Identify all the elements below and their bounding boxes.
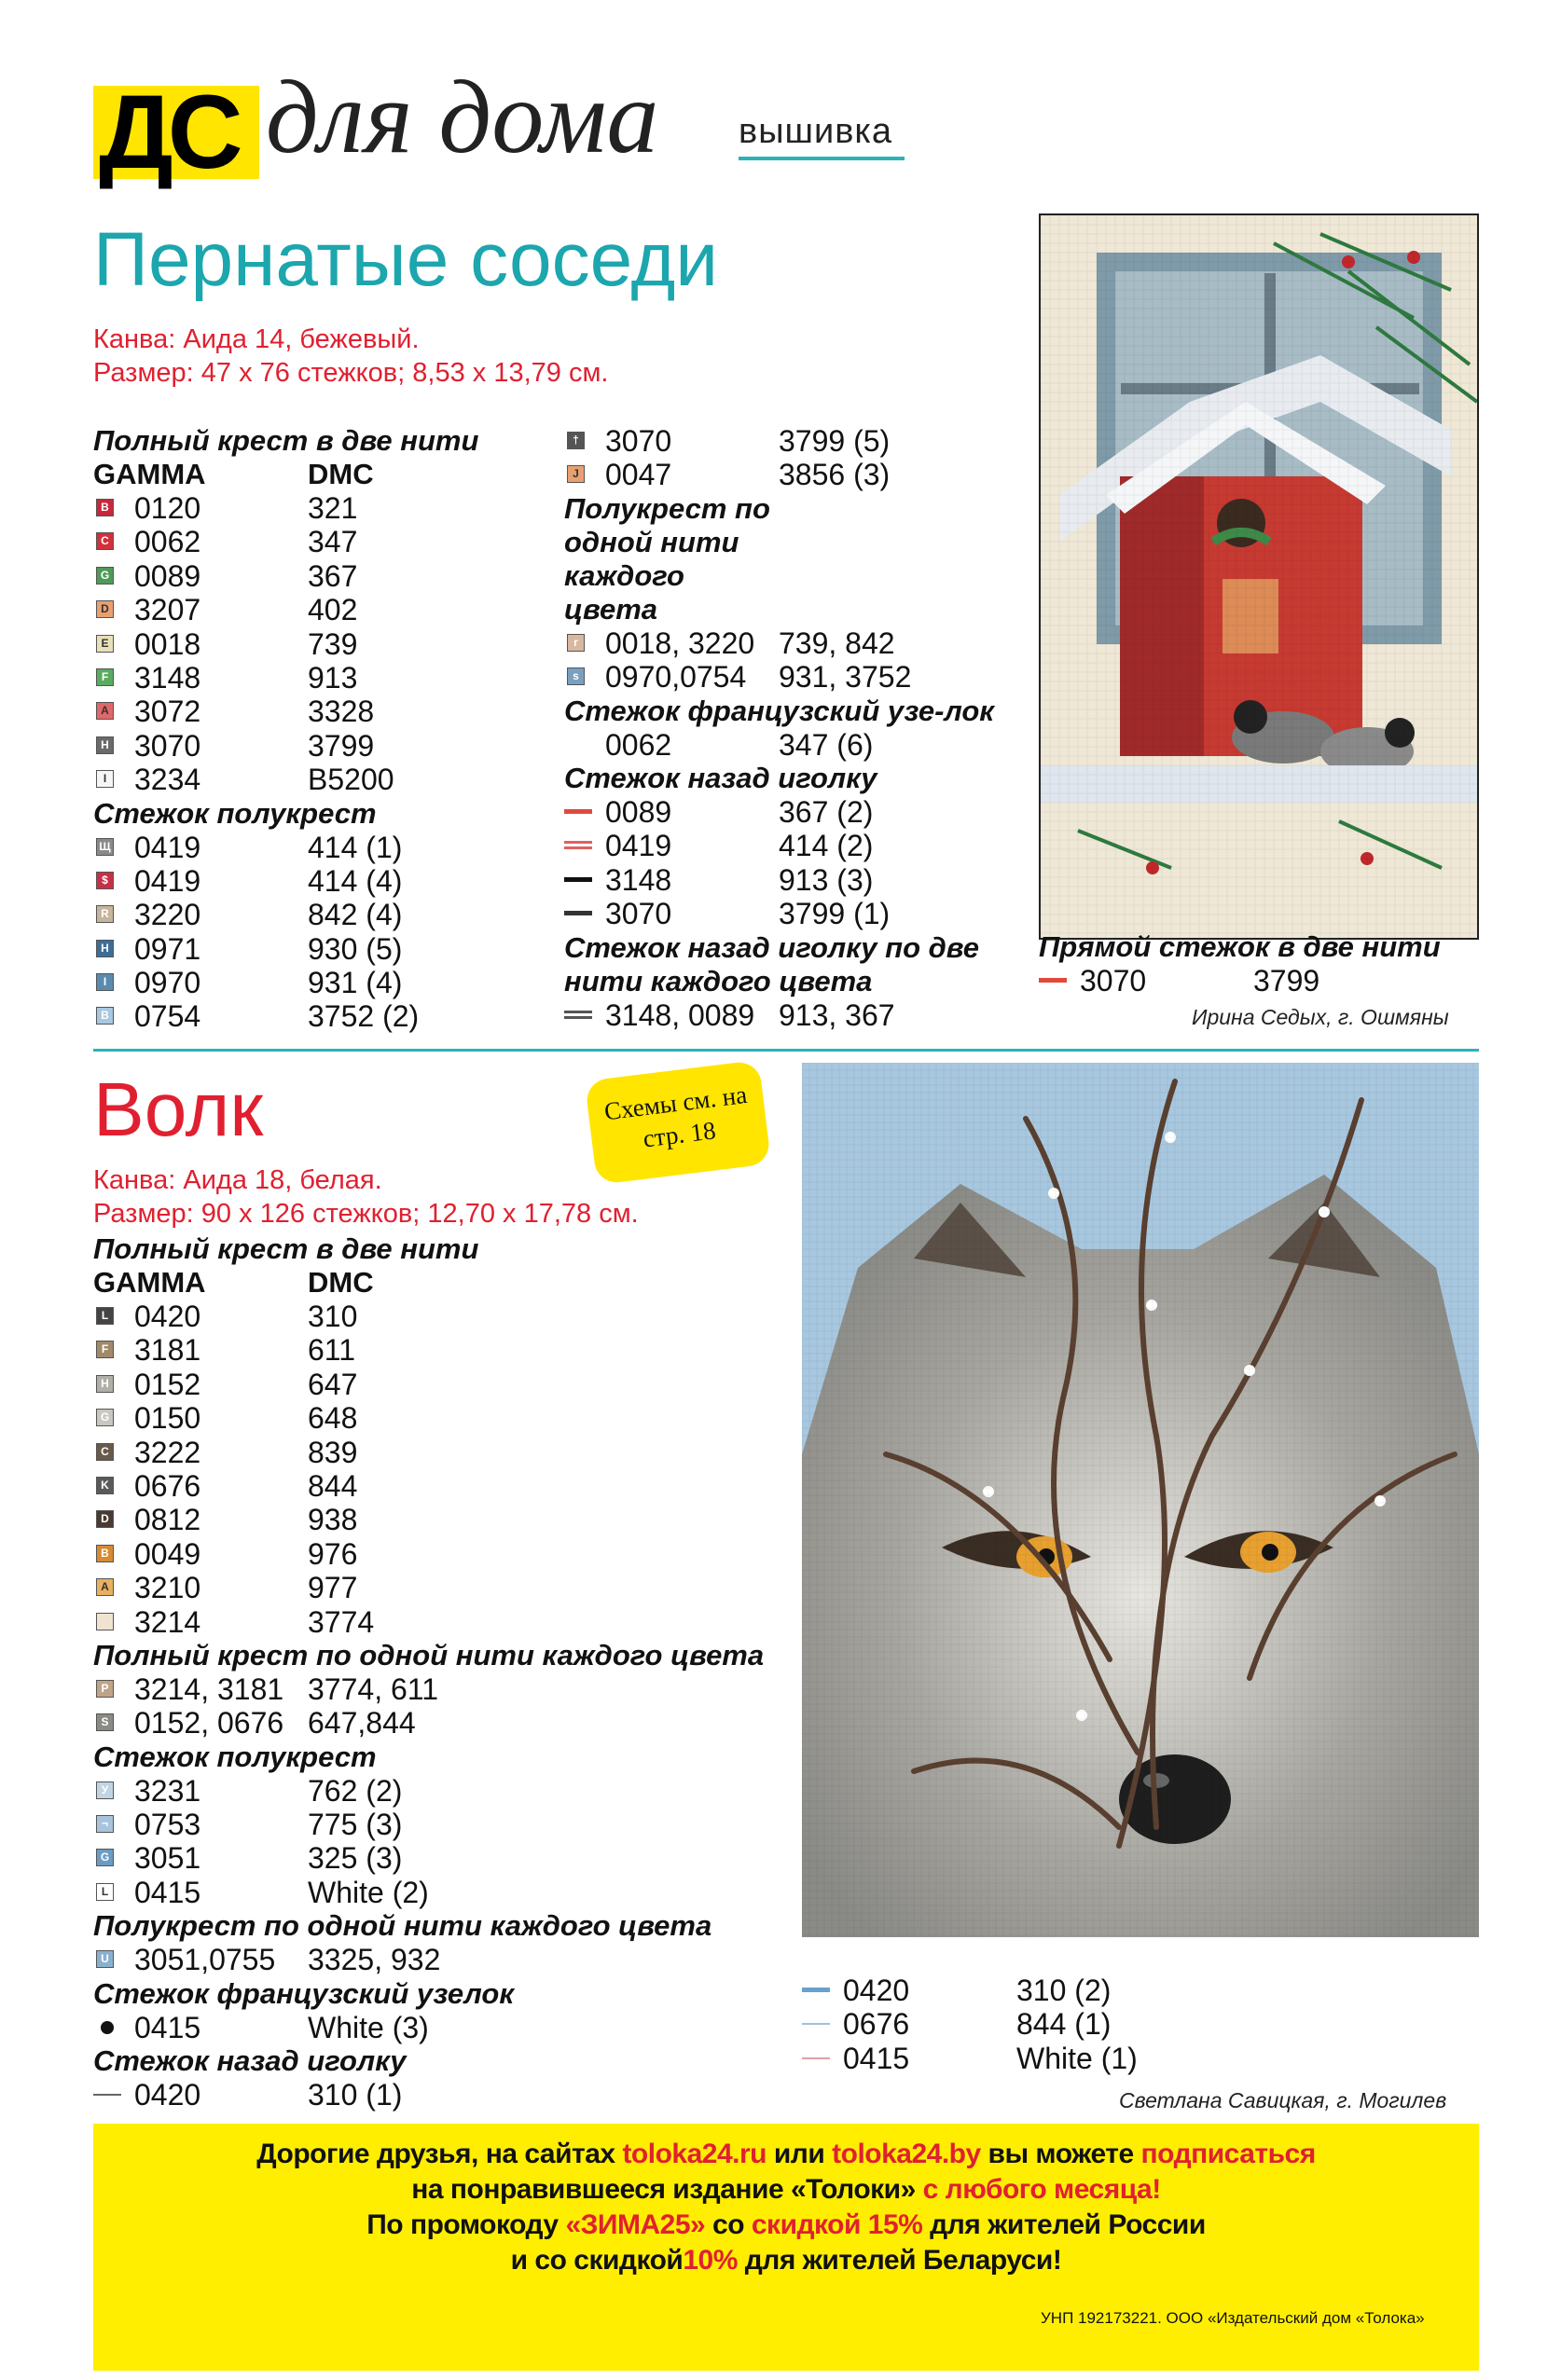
gamma-code: 0089 xyxy=(134,558,201,593)
symbol-swatch-icon: ¬ xyxy=(96,1815,114,1833)
column-headers xyxy=(93,1266,783,1300)
pattern1-col2 xyxy=(564,424,1012,1032)
stitch-line-icon xyxy=(93,2094,121,2096)
full-one-heading: Полный крест по одной нити каждого цвета xyxy=(93,1638,765,1672)
dmc-code: 611 xyxy=(308,1333,356,1368)
gamma-code: 0812 xyxy=(134,1503,201,1537)
symbol-swatch-icon: P xyxy=(96,1680,114,1698)
symbol-swatch-icon: † xyxy=(567,432,585,449)
pattern1-col1 xyxy=(93,424,541,1034)
thread-row xyxy=(564,660,1012,694)
half-one-heading: Полукрест по одной нити каждого цвета xyxy=(564,491,770,626)
symbol-swatch-icon: R xyxy=(96,905,114,923)
dmc-code: 930 (5) xyxy=(308,931,403,966)
logo-ds: ДС xyxy=(93,86,259,179)
dmc-code: 310 xyxy=(308,1300,358,1333)
symbol-swatch-icon: I xyxy=(96,973,114,991)
promo-line-1 xyxy=(93,2137,1479,2172)
gamma-code: 3051,0755 xyxy=(134,1943,276,1977)
gamma-code: 3070 xyxy=(1080,964,1147,997)
dmc-code: 3799 (5) xyxy=(779,424,891,458)
dmc-code: White (2) xyxy=(308,1875,429,1909)
thread-row xyxy=(93,559,541,593)
gamma-code: 3207 xyxy=(134,593,201,627)
thread-row xyxy=(93,1943,783,1976)
backstitch-two-heading: Стежок назад иголку по две нити каждого цвета xyxy=(564,930,979,997)
gamma-code: 3214, 3181 xyxy=(134,1672,284,1706)
thread-row xyxy=(93,1876,783,1909)
thread-row xyxy=(564,897,1012,930)
dmc-code: 648 xyxy=(308,1401,358,1436)
gamma-code: 0120 xyxy=(134,491,201,525)
gamma-code: 0415 xyxy=(134,1875,201,1909)
stitch-line-icon xyxy=(802,2023,830,2025)
symbol-swatch-icon: L xyxy=(96,1307,114,1325)
pattern1-canvas: Канва: Аида 14, бежевый. xyxy=(93,324,420,354)
pattern1-credit: Ирина Седых, г. Ошмяны xyxy=(1192,1005,1449,1029)
thread-row xyxy=(93,1605,783,1639)
thread-row xyxy=(93,525,541,558)
thread-row xyxy=(93,593,541,626)
promo-text-part: на понравившееся издание «Толоки» xyxy=(411,2174,923,2205)
section-label: вышивка xyxy=(739,112,892,151)
symbol-swatch-icon xyxy=(96,1613,114,1630)
thread-row xyxy=(93,1537,783,1571)
gamma-code: 0420 xyxy=(134,2078,201,2112)
thread-row xyxy=(93,2078,783,2112)
dmc-code: 310 (1) xyxy=(308,2078,403,2112)
thread-row xyxy=(93,491,541,525)
section-divider xyxy=(93,1049,1479,1052)
dmc-code: 647 xyxy=(308,1367,358,1401)
gamma-header: GAMMA xyxy=(93,458,206,490)
dmc-code: 739 xyxy=(308,626,358,661)
gamma-code: 0152 xyxy=(134,1367,201,1401)
thread-row xyxy=(93,1300,783,1333)
pattern2-title: Волк xyxy=(93,1067,264,1152)
pattern1-title: Пернатые соседи xyxy=(93,217,719,302)
dmc-code: 3799 (1) xyxy=(779,897,891,931)
thread-row xyxy=(93,1469,783,1503)
link-toloka24-by[interactable]: toloka24.by xyxy=(832,2139,981,2169)
dmc-code: 3799 xyxy=(308,728,375,763)
column-headers xyxy=(93,458,541,491)
dmc-code: 913 (3) xyxy=(779,862,874,897)
symbol-swatch-icon: E xyxy=(96,635,114,653)
backstitch-heading: Стежок назад иголку xyxy=(564,761,877,794)
promo-text-part: со xyxy=(705,2209,752,2240)
promo-text-part: Дорогие друзья, на сайтах xyxy=(256,2139,623,2169)
promo-text-part: По промокоду xyxy=(366,2209,566,2240)
symbol-swatch-icon: D xyxy=(96,600,114,618)
pattern1-size: Размер: 47 х 76 стежков; 8,53 х 13,79 см. xyxy=(93,358,609,388)
promo-text-part: вы можете xyxy=(980,2139,1141,2169)
thread-list xyxy=(93,1300,783,1639)
symbol-swatch-icon: G xyxy=(96,1849,114,1866)
dmc-code: 844 xyxy=(308,1468,358,1503)
dmc-code: 3856 (3) xyxy=(779,458,891,492)
thread-row xyxy=(93,1571,783,1604)
thread-row xyxy=(93,966,541,999)
dmc-code: 3774 xyxy=(308,1604,375,1639)
gamma-code: 3051 xyxy=(134,1841,201,1876)
backstitch-heading: Стежок назад иголку xyxy=(93,2044,407,2078)
pattern2-backstitch-more xyxy=(802,1974,1479,2075)
dmc-code: 3752 (2) xyxy=(308,999,420,1034)
gamma-code: 3222 xyxy=(134,1435,201,1469)
thread-row xyxy=(93,1333,783,1367)
dmc-code: 913 xyxy=(308,660,358,695)
dmc-code: White (3) xyxy=(308,2010,429,2044)
thread-row xyxy=(802,2007,1479,2041)
promo-line-4 xyxy=(93,2243,1479,2278)
thread-row xyxy=(93,1841,783,1875)
thread-row xyxy=(93,932,541,966)
brand-title: для дома xyxy=(266,60,659,175)
dmc-code: 839 xyxy=(308,1435,358,1469)
dmc-code: 414 (2) xyxy=(779,829,874,863)
symbol-swatch-icon: У xyxy=(96,1782,114,1799)
french-knot-heading: Стежок французский узелок xyxy=(93,1976,515,2010)
thread-row xyxy=(93,1401,783,1435)
birdhouse-image xyxy=(1039,213,1479,940)
dmc-code: 938 xyxy=(308,1503,358,1537)
gamma-code: 0419 xyxy=(134,863,201,898)
stitch-line-icon xyxy=(564,809,592,814)
dmc-code: 762 (2) xyxy=(308,1773,403,1808)
pattern2-credit: Светлана Савицкая, г. Могилев xyxy=(1119,2088,1447,2112)
gamma-code: 0753 xyxy=(134,1808,201,1842)
symbol-swatch-icon: I xyxy=(96,770,114,788)
gamma-code: 3148, 0089 xyxy=(605,997,755,1032)
dmc-code: 347 xyxy=(308,525,358,559)
dmc-header: DMC xyxy=(308,1266,374,1299)
thread-row xyxy=(564,626,1012,660)
gamma-code: 0089 xyxy=(605,794,672,829)
dmc-code: 3325, 932 xyxy=(308,1943,441,1977)
gamma-code: 3231 xyxy=(134,1773,201,1808)
thread-row xyxy=(564,458,1012,491)
promo-text-part: или xyxy=(767,2139,833,2169)
gamma-code: 0420 xyxy=(843,1974,910,2007)
gamma-code: 0018, 3220 xyxy=(605,626,755,660)
link-toloka24-ru[interactable]: toloka24.ru xyxy=(622,2139,767,2169)
pattern2-canvas: Канва: Аида 18, белая. xyxy=(93,1165,382,1195)
dmc-code: 931 (4) xyxy=(308,966,403,1000)
gamma-code: 0150 xyxy=(134,1401,201,1436)
thread-list xyxy=(1039,964,1479,997)
gamma-code: 0062 xyxy=(134,525,201,559)
gamma-code: 0415 xyxy=(843,2041,910,2075)
thread-row xyxy=(93,999,541,1033)
symbol-swatch-icon: B xyxy=(96,499,114,516)
stitch-line-icon xyxy=(564,1011,592,1019)
gamma-code: 3072 xyxy=(134,695,201,729)
thread-row xyxy=(93,729,541,763)
symbol-swatch-icon: F xyxy=(96,1341,114,1358)
gamma-code: 0419 xyxy=(605,829,672,863)
dmc-code: 367 (2) xyxy=(779,794,874,829)
symbol-swatch-icon: C xyxy=(96,1443,114,1461)
thread-row xyxy=(93,1774,783,1808)
dmc-code: 739, 842 xyxy=(779,626,895,660)
dmc-code: 402 xyxy=(308,593,358,627)
dmc-code: 3328 xyxy=(308,695,375,729)
thread-row xyxy=(564,795,1012,829)
gamma-code: 0420 xyxy=(134,1300,201,1333)
thread-list xyxy=(564,728,1012,762)
symbol-swatch-icon: r xyxy=(567,634,585,652)
gamma-code: 3070 xyxy=(605,897,672,931)
thread-row xyxy=(93,2011,783,2044)
gamma-code: 3070 xyxy=(605,424,672,458)
thread-row xyxy=(93,864,541,898)
thread-row xyxy=(93,695,541,728)
symbol-swatch-icon: H xyxy=(96,736,114,754)
symbol-swatch-icon: L xyxy=(96,1883,114,1901)
symbol-swatch-icon: G xyxy=(96,1409,114,1426)
symbol-swatch-icon: H xyxy=(96,940,114,957)
thread-row xyxy=(564,829,1012,862)
symbol-swatch-icon: Щ xyxy=(96,838,114,856)
half-cross-heading: Стежок полукрест xyxy=(93,796,377,830)
symbol-swatch-icon: B xyxy=(96,1007,114,1025)
dmc-code: 931, 3752 xyxy=(779,660,912,695)
gamma-code: 0970,0754 xyxy=(605,660,747,695)
promo-highlight: скидкой 15% xyxy=(751,2209,923,2240)
symbol-swatch-icon: A xyxy=(96,1578,114,1596)
gamma-code: 3214 xyxy=(134,1604,201,1639)
gamma-code: 0415 xyxy=(134,2010,201,2044)
thread-row xyxy=(93,1368,783,1401)
dmc-code: White (1) xyxy=(1016,2041,1138,2075)
promo-text-part: для жителей России xyxy=(922,2209,1206,2240)
thread-row xyxy=(93,1672,783,1706)
full-cross-heading: Полный крест в две нити xyxy=(93,424,479,457)
gamma-code: 0062 xyxy=(605,727,672,762)
thread-row xyxy=(93,661,541,695)
promo-highlight: подписаться xyxy=(1140,2139,1316,2169)
thread-row xyxy=(802,2042,1479,2075)
promo-text-part: и со скидкой xyxy=(510,2245,684,2276)
stitch-line-icon xyxy=(802,2057,830,2059)
thread-list xyxy=(93,1672,783,1740)
symbol-swatch-icon: J xyxy=(567,465,585,483)
stitch-line-icon xyxy=(802,1988,830,1992)
gamma-code: 0676 xyxy=(134,1468,201,1503)
dmc-code: 844 (1) xyxy=(1016,2007,1112,2042)
stitch-line-icon xyxy=(564,911,592,915)
gamma-code: 3070 xyxy=(134,728,201,763)
thread-list xyxy=(93,1774,783,1910)
symbol-swatch-icon: K xyxy=(96,1477,114,1494)
dmc-code: 3774, 611 xyxy=(308,1672,438,1706)
publisher-info: УНП 192173221. ООО «Издательский дом «Толока» xyxy=(1041,2309,1425,2327)
thread-list xyxy=(564,626,1012,695)
thread-row xyxy=(93,763,541,796)
symbol-swatch-icon: $ xyxy=(96,872,114,889)
gamma-code: 0049 xyxy=(134,1536,201,1571)
promo-code: «ЗИМА25» xyxy=(565,2209,706,2240)
promo-text-part: для жителей Беларуси! xyxy=(737,2245,1062,2276)
promo-highlight: с любого месяца! xyxy=(922,2174,1161,2205)
symbol-swatch-icon: D xyxy=(96,1510,114,1528)
stitch-line-icon xyxy=(1039,978,1067,983)
thread-row xyxy=(1039,964,1479,997)
thread-row xyxy=(802,1974,1479,2007)
symbol-swatch-icon: B xyxy=(96,1545,114,1562)
dmc-code: 367 xyxy=(308,558,358,593)
gamma-code: 0419 xyxy=(134,830,201,864)
gamma-code: 3210 xyxy=(134,1571,201,1605)
thread-row xyxy=(93,1436,783,1469)
thread-list xyxy=(564,795,1012,931)
thread-list xyxy=(93,2078,783,2112)
thread-row xyxy=(564,424,1012,458)
promo-text xyxy=(93,2137,1479,2278)
half-one-heading: Полукрест по одной нити каждого цвета xyxy=(93,1909,712,1943)
dmc-code: 842 (4) xyxy=(308,898,403,932)
thread-list xyxy=(564,998,1012,1032)
gamma-header: GAMMA xyxy=(93,1266,206,1299)
gamma-code: 3220 xyxy=(134,898,201,932)
thread-row xyxy=(93,1706,783,1740)
dmc-code: 325 (3) xyxy=(308,1841,403,1876)
dmc-code: 3799 xyxy=(1253,964,1320,997)
gamma-code: 0754 xyxy=(134,999,201,1034)
thread-row xyxy=(564,863,1012,897)
thread-row xyxy=(93,831,541,864)
gamma-code: 0018 xyxy=(134,626,201,661)
thread-row xyxy=(93,898,541,931)
thread-row xyxy=(564,998,1012,1032)
dmc-code: 775 (3) xyxy=(308,1808,403,1842)
promo-line-2 xyxy=(93,2172,1479,2208)
dmc-code: 913, 367 xyxy=(779,997,895,1032)
dmc-code: 414 (1) xyxy=(308,830,403,864)
symbol-swatch-icon: S xyxy=(96,1713,114,1731)
thread-list xyxy=(93,1943,783,1976)
symbol-swatch-icon: U xyxy=(96,1950,114,1968)
dmc-header: DMC xyxy=(308,458,374,490)
half-cross-heading: Стежок полукрест xyxy=(93,1740,377,1773)
thread-row xyxy=(93,1503,783,1536)
promo-line-3 xyxy=(93,2208,1479,2243)
gamma-code: 0676 xyxy=(843,2007,910,2042)
dmc-code: 321 xyxy=(308,491,358,525)
schemes-badge: Схемы см. на стр. 18 xyxy=(585,1060,771,1185)
thread-list xyxy=(93,831,541,1034)
promo-highlight: 10% xyxy=(683,2245,738,2276)
dmc-code: B5200 xyxy=(308,763,394,797)
straight-stitch-heading: Прямой стежок в две нити xyxy=(1039,930,1441,963)
dmc-code: 647,844 xyxy=(308,1706,416,1740)
section-underline xyxy=(739,157,905,160)
straight-stitch-list xyxy=(1039,964,1479,997)
french-knot-icon xyxy=(101,2021,114,2034)
gamma-code: 0970 xyxy=(134,966,201,1000)
thread-row xyxy=(93,1808,783,1841)
thread-list xyxy=(802,1974,1479,2075)
french-knot-heading: Стежок французский узе-лок xyxy=(564,694,994,727)
symbol-swatch-icon: s xyxy=(567,667,585,685)
thread-list xyxy=(564,424,1012,492)
symbol-swatch-icon: G xyxy=(96,567,114,585)
gamma-code: 0971 xyxy=(134,931,201,966)
symbol-swatch-icon: C xyxy=(96,532,114,550)
dmc-code: 976 xyxy=(308,1536,358,1571)
thread-row xyxy=(564,728,1012,762)
stitch-line-icon xyxy=(564,877,592,882)
symbol-swatch-icon: H xyxy=(96,1375,114,1393)
gamma-code: 3148 xyxy=(134,660,201,695)
dmc-code: 347 (6) xyxy=(779,727,874,762)
gamma-code: 0152, 0676 xyxy=(134,1706,284,1740)
thread-list xyxy=(93,491,541,797)
full-cross-heading: Полный крест в две нити xyxy=(93,1232,479,1265)
stitch-line-icon xyxy=(564,841,592,849)
thread-list xyxy=(93,2011,783,2044)
gamma-code: 0047 xyxy=(605,458,672,492)
pattern2-size: Размер: 90 х 126 стежков; 12,70 х 17,78 см. xyxy=(93,1199,639,1229)
symbol-swatch-icon: F xyxy=(96,668,114,686)
gamma-code: 3234 xyxy=(134,763,201,797)
dmc-code: 414 (4) xyxy=(308,863,403,898)
gamma-code: 3148 xyxy=(605,862,672,897)
dmc-code: 310 (2) xyxy=(1016,1974,1112,2007)
dmc-code: 977 xyxy=(308,1571,358,1605)
wolf-image xyxy=(802,1063,1479,1937)
gamma-code: 3181 xyxy=(134,1333,201,1368)
thread-row xyxy=(93,627,541,661)
pattern2-list xyxy=(93,1232,783,2112)
symbol-swatch-icon: A xyxy=(96,702,114,720)
